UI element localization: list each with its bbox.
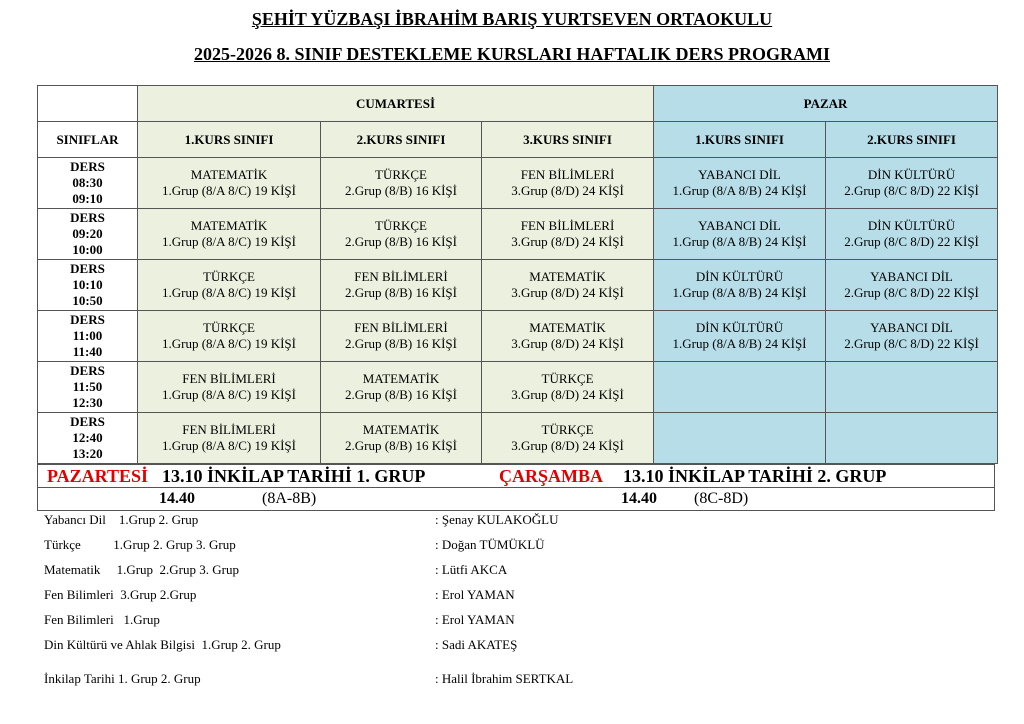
lesson-cell: YABANCI DİL 2.Grup (8/C 8/D) 22 KİŞİ	[826, 260, 998, 311]
monday-classes: (8A-8B)	[262, 490, 317, 507]
lesson-cell: FEN BİLİMLERİ 2.Grup (8/B) 16 KİŞİ	[321, 260, 482, 311]
lesson-cell: TÜRKÇE 3.Grup (8/D) 24 KİŞİ	[482, 413, 654, 464]
wednesday-label: ÇARŞAMBA	[499, 466, 604, 486]
teacher-name: : Erol YAMAN	[435, 587, 515, 602]
lesson-cell: MATEMATİK 3.Grup (8/D) 24 KİŞİ	[482, 311, 654, 362]
wednesday-classes: (8C-8D)	[694, 490, 749, 507]
sunday-header: PAZAR	[654, 86, 998, 122]
teacher-subject: Fen Bilimleri 1.Grup	[44, 612, 160, 627]
lesson-row	[38, 362, 998, 413]
end-time-row	[37, 488, 995, 511]
lesson-cell: TÜRKÇE 3.Grup (8/D) 24 KİŞİ	[482, 362, 654, 413]
teacher-subject: Fen Bilimleri 3.Grup 2.Grup	[44, 587, 197, 602]
lesson-cell: MATEMATİK 2.Grup (8/B) 16 KİŞİ	[321, 362, 482, 413]
teacher-subject: Yabancı Dil 1.Grup 2. Grup	[44, 512, 199, 527]
time-slot: DERS 11:50 12:30	[38, 362, 138, 413]
lesson-row	[38, 158, 998, 209]
lesson-cell: YABANCI DİL 1.Grup (8/A 8/B) 24 KİŞİ	[654, 209, 826, 260]
teacher-row	[44, 562, 744, 578]
classes-header: SINIFLAR	[38, 122, 138, 158]
schedule-table	[37, 85, 998, 464]
lesson-cell: TÜRKÇE 1.Grup (8/A 8/C) 19 KİŞİ	[138, 260, 321, 311]
lesson-cell: DİN KÜLTÜRÜ 1.Grup (8/A 8/B) 24 KİŞİ	[654, 311, 826, 362]
teacher-name: : Erol YAMAN	[435, 612, 515, 627]
saturday-header: CUMARTESİ	[138, 86, 654, 122]
lesson-row	[38, 260, 998, 311]
empty-cell	[654, 362, 826, 413]
lesson-cell: TÜRKÇE 2.Grup (8/B) 16 KİŞİ	[321, 158, 482, 209]
lesson-cell: FEN BİLİMLERİ 2.Grup (8/B) 16 KİŞİ	[321, 311, 482, 362]
sat-class-2-header: 2.KURS SINIFI	[321, 122, 482, 158]
empty-cell	[826, 413, 998, 464]
lesson-cell: DİN KÜLTÜRÜ 1.Grup (8/A 8/B) 24 KİŞİ	[654, 260, 826, 311]
monday-note: 13.10 İNKİLAP TARİHİ 1. GRUP	[162, 466, 426, 486]
teacher-row	[44, 512, 744, 528]
lesson-row	[38, 311, 998, 362]
teacher-row	[44, 537, 744, 553]
monday-label: PAZARTESİ	[47, 466, 149, 486]
lesson-cell: MATEMATİK 1.Grup (8/A 8/C) 19 KİŞİ	[138, 158, 321, 209]
time-slot: DERS 08:30 09:10	[38, 158, 138, 209]
time-slot: DERS 09:20 10:00	[38, 209, 138, 260]
teacher-name: : Halil İbrahim SERTKAL	[435, 671, 574, 686]
weekday-note-row	[37, 464, 995, 488]
time-slot: DERS 10:10 10:50	[38, 260, 138, 311]
teacher-name: : Sadi AKATEŞ	[435, 637, 518, 652]
time-slot: DERS 11:00 11:40	[38, 311, 138, 362]
wednesday-end-time: 14.40	[621, 490, 657, 507]
teacher-subject: Din Kültürü ve Ahlak Bilgisi 1.Grup 2. Grup	[44, 637, 281, 652]
lesson-row	[38, 413, 998, 464]
lesson-cell: YABANCI DİL 1.Grup (8/A 8/B) 24 KİŞİ	[654, 158, 826, 209]
lesson-cell: DİN KÜLTÜRÜ 2.Grup (8/C 8/D) 22 KİŞİ	[826, 209, 998, 260]
lesson-cell: MATEMATİK 1.Grup (8/A 8/C) 19 KİŞİ	[138, 209, 321, 260]
teacher-subject: Türkçe 1.Grup 2. Grup 3. Grup	[44, 537, 236, 552]
lesson-cell: DİN KÜLTÜRÜ 2.Grup (8/C 8/D) 22 KİŞİ	[826, 158, 998, 209]
class-header-row	[38, 122, 998, 158]
lesson-cell: FEN BİLİMLERİ 3.Grup (8/D) 24 KİŞİ	[482, 209, 654, 260]
lesson-cell: FEN BİLİMLERİ 1.Grup (8/A 8/C) 19 KİŞİ	[138, 413, 321, 464]
sat-class-3-header: 3.KURS SINIFI	[482, 122, 654, 158]
monday-end-time: 14.40	[159, 490, 195, 507]
empty-cell	[826, 362, 998, 413]
lesson-cell: FEN BİLİMLERİ 1.Grup (8/A 8/C) 19 KİŞİ	[138, 362, 321, 413]
sun-class-1-header: 1.KURS SINIFI	[654, 122, 826, 158]
teacher-row	[44, 587, 744, 603]
program-title: 2025-2026 8. SINIF DESTEKLEME KURSLARI HAFTALIK DERS PROGRAMI	[193, 44, 831, 64]
day-header-row	[38, 86, 998, 122]
time-slot: DERS 12:40 13:20	[38, 413, 138, 464]
corner-cell	[38, 86, 138, 122]
lesson-row	[38, 209, 998, 260]
lesson-cell: MATEMATİK 3.Grup (8/D) 24 KİŞİ	[482, 260, 654, 311]
lesson-cell: FEN BİLİMLERİ 3.Grup (8/D) 24 KİŞİ	[482, 158, 654, 209]
empty-cell	[654, 413, 826, 464]
lesson-cell: YABANCI DİL 2.Grup (8/C 8/D) 22 KİŞİ	[826, 311, 998, 362]
teacher-name: : Doğan TÜMÜKLÜ	[435, 537, 545, 552]
lesson-cell: TÜRKÇE 1.Grup (8/A 8/C) 19 KİŞİ	[138, 311, 321, 362]
lesson-cell: TÜRKÇE 2.Grup (8/B) 16 KİŞİ	[321, 209, 482, 260]
teacher-subject: İnkilap Tarihi 1. Grup 2. Grup	[44, 671, 201, 686]
school-title: ŞEHİT YÜZBAŞI İBRAHİM BARIŞ YURTSEVEN ORTAOKULU	[251, 9, 773, 29]
wednesday-note: 13.10 İNKİLAP TARİHİ 2. GRUP	[623, 466, 887, 486]
lesson-cell: MATEMATİK 2.Grup (8/B) 16 KİŞİ	[321, 413, 482, 464]
teacher-name: : Lütfi AKCA	[435, 562, 508, 577]
teacher-row	[44, 671, 744, 687]
sat-class-1-header: 1.KURS SINIFI	[138, 122, 321, 158]
teacher-name: : Şenay KULAKOĞLU	[435, 512, 559, 527]
teacher-row	[44, 637, 744, 653]
teacher-subject: Matematik 1.Grup 2.Grup 3. Grup	[44, 562, 239, 577]
teacher-row	[44, 612, 744, 628]
sun-class-2-header: 2.KURS SINIFI	[826, 122, 998, 158]
